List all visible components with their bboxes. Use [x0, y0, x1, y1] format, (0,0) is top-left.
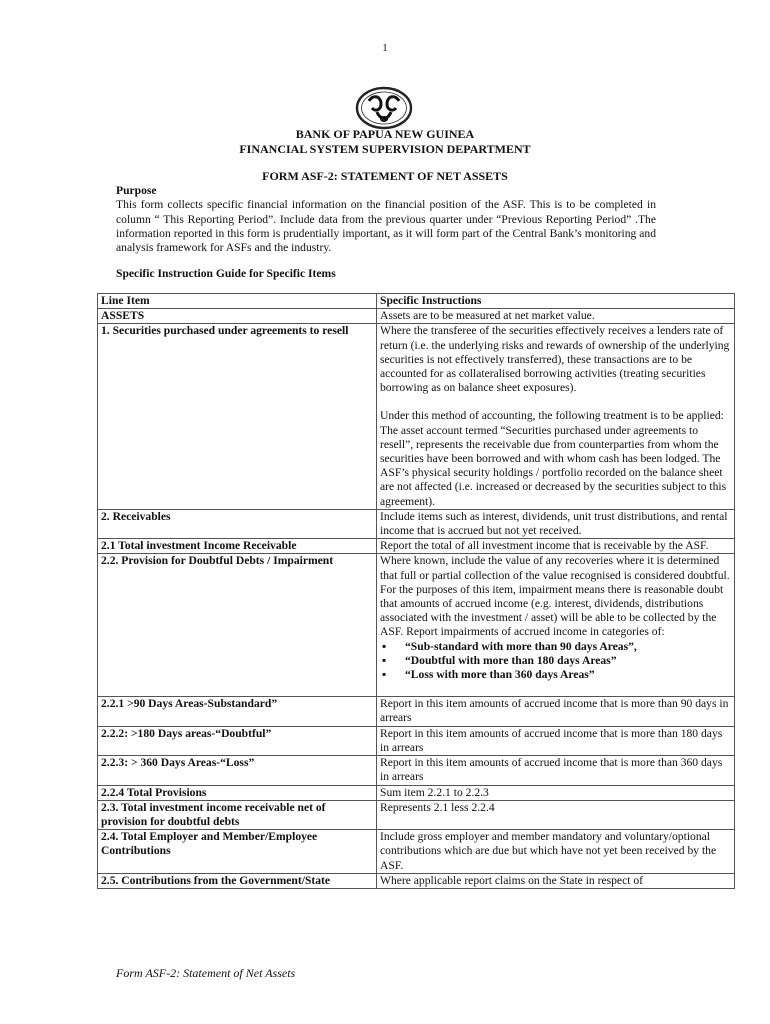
instruction-text: Report in this item amounts of accrued income that is more than 90 days in arrears: [377, 697, 735, 726]
line-item: ASSETS: [98, 309, 377, 324]
instruction-text: Sum item 2.2.1 to 2.2.3: [377, 785, 735, 800]
instruction-text: Where the transferee of the securities effectively receives a lenders rate of return (i.e. the underlying risks and rewards of ownership of the underlying securities is not effectively transferred), these transactions are to be accounted for as collateralised borrowing activities (treating securities borrowing as on balance sheet exposures).: [380, 324, 730, 395]
line-item: 2. Receivables: [98, 509, 377, 538]
purpose-title: Purpose: [116, 184, 157, 197]
column-header-instructions: Specific Instructions: [377, 294, 735, 309]
table-row: [98, 800, 735, 829]
list-item: ▪ “Doubtful with more than 180 days Areas”: [380, 654, 731, 668]
table-row: [98, 726, 735, 755]
list-item: ▪ “Sub-standard with more than 90 days Areas”,: [380, 640, 731, 654]
instruction-text: Report in this item amounts of accrued income that is more than 360 days in arrears: [377, 756, 735, 785]
table-row: [98, 873, 735, 888]
page-footer: Form ASF-2: Statement of Net Assets: [116, 966, 296, 980]
instruction-text: Assets are to be measured at net market value.: [377, 309, 735, 324]
instruction-text: Include items such as interest, dividends, unit trust distributions, and rental income that is accrued but not yet received.: [377, 509, 735, 538]
form-title: FORM ASF-2: STATEMENT OF NET ASSETS: [262, 169, 508, 183]
instruction-table: [97, 293, 735, 889]
line-item: 2.1 Total investment Income Receivable: [98, 539, 377, 554]
list-item: ▪ “Loss with more than 360 days Areas”: [380, 668, 731, 682]
table-row: [98, 697, 735, 726]
instruction-text: Report in this item amounts of accrued income that is more than 180 days in arrears: [377, 726, 735, 755]
table-row: [98, 509, 735, 538]
department-name: FINANCIAL SYSTEM SUPERVISION DEPARTMENT: [239, 142, 531, 156]
bank-logo: [355, 86, 413, 130]
line-item: 2.2.3: > 360 Days Areas-“Loss”: [98, 756, 377, 785]
line-item: 2.2.1 >90 Days Areas-Substandard”: [98, 697, 377, 726]
instruction-text: Represents 2.1 less 2.2.4: [377, 800, 735, 829]
purpose-text: This form collects specific financial information on the financial position of the ASF. This is to be completed in column “ This Reporting Period”. Include data from the previous quarter under “Previous Reporting Period” .The information reported in this form is prudentially important, as it will form part of the Central Bank’s monitoring and analysis framework for ASFs and the industry.: [116, 198, 656, 255]
line-item: 2.2.2: >180 Days areas-“Doubtful”: [98, 726, 377, 755]
instruction-cell: [377, 554, 735, 697]
instruction-text: Report the total of all investment income that is receivable by the ASF.: [377, 539, 735, 554]
line-item: 2.5. Contributions from the Government/State: [98, 873, 377, 888]
table-row: [98, 830, 735, 874]
line-item: 2.2.4 Total Provisions: [98, 785, 377, 800]
guide-title: Specific Instruction Guide for Specific Items: [116, 267, 336, 280]
line-item: 2.3. Total investment income receivable net of provision for doubtful debts: [98, 800, 377, 829]
line-item: 2.4. Total Employer and Member/Employee Contributions: [98, 830, 377, 874]
table-row: [98, 554, 735, 697]
page-number: 1: [382, 42, 388, 54]
instruction-cell: [377, 324, 735, 509]
table-row: [98, 324, 735, 509]
instruction-text: Include gross employer and member mandatory and voluntary/optional contributions which are due but which have not yet been received by the ASF.: [377, 830, 735, 874]
instruction-text-continued: Under this method of accounting, the following treatment is to be applied: The asset account termed “Securities purchased under agreements to resell”, represents the receivable due from counterparties from whom the securities have been borrowed and with whom cash has been lodged. The ASF’s physical security holdings / portfolio recorded on the balance sheet are not affected (i.e. increased or decreased by the securities subject to this agreement).: [380, 409, 727, 508]
instruction-text: Where known, include the value of any recoveries where it is determined that full or partial collection of the value recognised is considered doubtful. For the purposes of this item, impairment means there is reasonable doubt that amounts of accrued income (e.g. interest, dividends, distributions associated with the investment / asset) will be able to be collected by the ASF. Report impairments of accrued income in categories of:: [380, 554, 730, 639]
instruction-text: Where applicable report claims on the State in respect of: [377, 873, 735, 888]
table-row: [98, 756, 735, 785]
line-item: 2.2. Provision for Doubtful Debts / Impairment: [98, 554, 377, 697]
bank-name: BANK OF PAPUA NEW GUINEA: [295, 127, 475, 141]
table-row: [98, 785, 735, 800]
impairment-categories-list: [380, 640, 731, 683]
line-item: 1. Securities purchased under agreements to resell: [98, 324, 377, 509]
column-header-line-item: Line Item: [98, 294, 377, 309]
purpose-section: [116, 184, 656, 255]
table-row: [98, 309, 735, 324]
table-row: [98, 539, 735, 554]
table-header-row: [98, 294, 735, 309]
